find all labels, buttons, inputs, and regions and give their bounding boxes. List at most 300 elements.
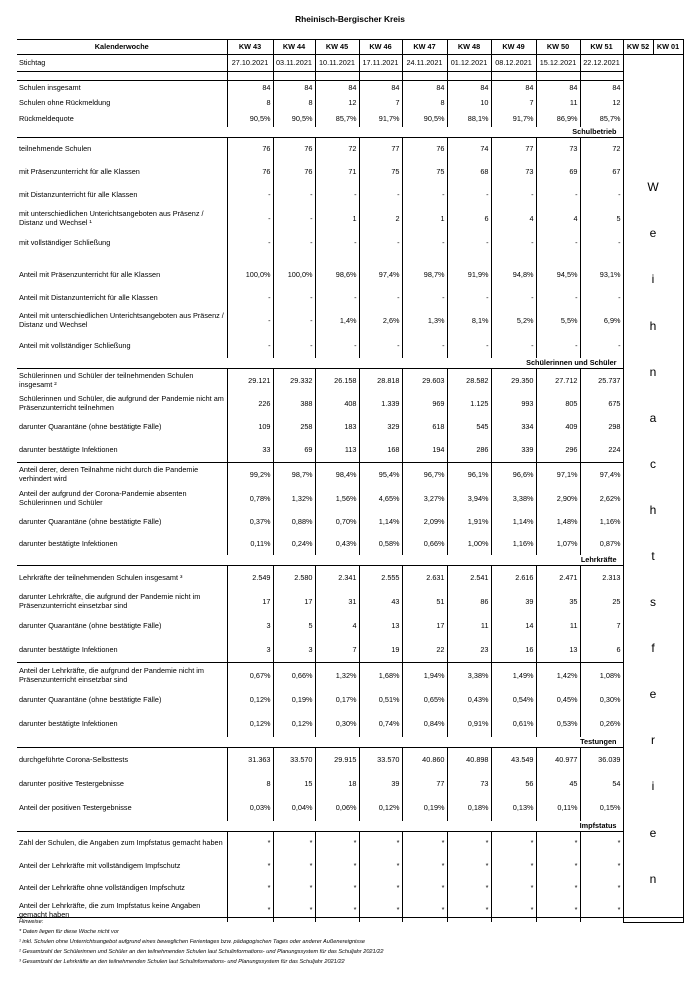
- cell-value: 40.860: [402, 748, 447, 773]
- cell-value: 0,24%: [273, 533, 315, 555]
- cell-value: *: [447, 877, 491, 899]
- cell-value: -: [227, 308, 273, 334]
- table-row: [17, 262, 683, 288]
- cell-value: 29.121: [227, 369, 273, 394]
- footnote: ³ Gesamtzahl der Lehrkräfte an den teilnehmenden Schulen laut Schulinformations- und Planungssystem für das Schuljahr 2021/22: [19, 959, 345, 965]
- cell-value: 29.350: [491, 369, 536, 394]
- row-label: darunter Quarantäne (ohne bestätigte Fälle): [17, 614, 227, 638]
- cell-value: 29.332: [273, 369, 315, 394]
- cell-value: 98,6%: [315, 262, 359, 288]
- holiday-letter: i: [651, 272, 655, 287]
- cell-value: *: [227, 877, 273, 899]
- cell-value: *: [580, 899, 623, 922]
- cell-value: 296: [536, 439, 580, 463]
- table-row: [17, 111, 683, 127]
- cell-value: -: [536, 184, 580, 206]
- cell-value: 28.582: [447, 369, 491, 394]
- cell-value: 2.616: [491, 566, 536, 591]
- cell-value: 13: [359, 614, 402, 638]
- table-row: [17, 138, 683, 162]
- cell-value: 334: [491, 415, 536, 439]
- row-label: Anteil mit unterschiedlichen Unterichtsangeboten aus Präsenz / Distanz und Wechsel: [17, 308, 227, 334]
- header-label: Kalenderwoche: [17, 40, 227, 55]
- cell-value: -: [315, 334, 359, 358]
- cell-value: 27.10.2021: [227, 55, 273, 72]
- cell-value: 23: [447, 638, 491, 663]
- cell-value: -: [315, 184, 359, 206]
- cell-value: 91,7%: [491, 111, 536, 127]
- table-row: [17, 95, 683, 111]
- table-row: [17, 772, 683, 796]
- holiday-letter: s: [650, 595, 656, 610]
- cell-value: 39: [359, 772, 402, 796]
- cell-value: 5: [273, 614, 315, 638]
- cell-value: 25.737: [580, 369, 623, 394]
- row-label: Stichtag: [17, 55, 227, 72]
- week-header: KW 50: [536, 40, 580, 55]
- cell-value: 76: [273, 161, 315, 184]
- cell-value: 17: [273, 590, 315, 614]
- cell-value: -: [447, 288, 491, 308]
- cell-value: 298: [580, 415, 623, 439]
- section-header-row: [17, 737, 683, 748]
- row-label: Anteil der Lehrkräfte ohne vollständigen Impfschutz: [17, 877, 227, 899]
- cell-value: 84: [580, 81, 623, 96]
- cell-value: 12: [315, 95, 359, 111]
- cell-value: 1,14%: [491, 511, 536, 533]
- cell-value: *: [491, 832, 536, 856]
- cell-value: 0,18%: [447, 796, 491, 821]
- cell-value: 95,4%: [359, 463, 402, 488]
- cell-value: 2.631: [402, 566, 447, 591]
- cell-value: 4: [491, 206, 536, 232]
- cell-value: *: [227, 855, 273, 877]
- cell-value: *: [315, 855, 359, 877]
- cell-value: *: [536, 877, 580, 899]
- table-row: [17, 590, 683, 614]
- cell-value: 29.603: [402, 369, 447, 394]
- cell-value: 08.12.2021: [491, 55, 536, 72]
- holiday-letter: h: [649, 502, 657, 517]
- cell-value: 15.12.2021: [536, 55, 580, 72]
- cell-value: 71: [315, 161, 359, 184]
- row-label: Schulen insgesamt: [17, 81, 227, 96]
- row-label: Anteil mit vollständiger Schließung: [17, 334, 227, 358]
- row-label: Anteil der aufgrund der Corona-Pandemie absenten Schülerinnen und Schüler: [17, 487, 227, 511]
- cell-value: -: [359, 334, 402, 358]
- cell-value: 12: [580, 95, 623, 111]
- cell-value: 72: [580, 138, 623, 162]
- cell-value: 0,19%: [402, 796, 447, 821]
- cell-value: 1,32%: [315, 663, 359, 690]
- cell-value: 76: [273, 138, 315, 162]
- cell-value: 84: [491, 81, 536, 96]
- cell-value: 0,30%: [315, 712, 359, 737]
- cell-value: 7: [315, 638, 359, 663]
- cell-value: *: [491, 877, 536, 899]
- week-header: KW 47: [402, 40, 447, 55]
- row-label: darunter bestätigte Infektionen: [17, 638, 227, 663]
- cell-value: 25: [580, 590, 623, 614]
- holiday-letter: f: [651, 641, 655, 656]
- cell-value: 11: [447, 614, 491, 638]
- holiday-letter: h: [649, 318, 657, 333]
- table-body: [17, 55, 683, 923]
- holiday-letter: e: [649, 825, 657, 840]
- cell-value: 0,58%: [359, 533, 402, 555]
- cell-value: 18: [315, 772, 359, 796]
- cell-value: 4: [315, 614, 359, 638]
- cell-value: 35: [536, 590, 580, 614]
- cell-value: 11: [536, 614, 580, 638]
- row-label: durchgeführte Corona-Selbsttests: [17, 748, 227, 773]
- cell-value: 75: [402, 161, 447, 184]
- holiday-letter: t: [651, 549, 655, 563]
- cell-value: 7: [359, 95, 402, 111]
- cell-value: 1.125: [447, 393, 491, 415]
- week-header: KW 46: [359, 40, 402, 55]
- cell-value: 72: [315, 138, 359, 162]
- cell-value: 7: [491, 95, 536, 111]
- cell-value: 88,1%: [447, 111, 491, 127]
- cell-value: 8: [227, 95, 273, 111]
- cell-value: 19: [359, 638, 402, 663]
- cell-value: 0,74%: [359, 712, 402, 737]
- cell-value: 0,43%: [315, 533, 359, 555]
- row-label: mit unterschiedlichen Unterichtsangeboten aus Präsenz / Distanz und Wechsel ¹: [17, 206, 227, 232]
- table-row: [17, 81, 683, 96]
- cell-value: *: [580, 877, 623, 899]
- cell-value: *: [491, 899, 536, 922]
- cell-value: -: [580, 184, 623, 206]
- footnotes: [19, 917, 679, 967]
- cell-value: 1,16%: [491, 533, 536, 555]
- cell-value: -: [359, 288, 402, 308]
- cell-value: 96,1%: [447, 463, 491, 488]
- statistics-table: [17, 39, 684, 923]
- cell-value: 168: [359, 439, 402, 463]
- cell-value: 43.549: [491, 748, 536, 773]
- week-header: KW 49: [491, 40, 536, 55]
- cell-value: 0,51%: [359, 689, 402, 712]
- cell-value: 2,90%: [536, 487, 580, 511]
- cell-value: 4,65%: [359, 487, 402, 511]
- cell-value: -: [580, 334, 623, 358]
- cell-value: *: [315, 832, 359, 856]
- cell-value: 1,91%: [447, 511, 491, 533]
- section-header-row: [17, 821, 683, 832]
- cell-value: 96,7%: [402, 463, 447, 488]
- cell-value: 90,5%: [273, 111, 315, 127]
- cell-value: -: [273, 334, 315, 358]
- cell-value: 1,32%: [273, 487, 315, 511]
- cell-value: 1,4%: [315, 308, 359, 334]
- cell-value: *: [359, 855, 402, 877]
- cell-value: 0,11%: [536, 796, 580, 821]
- section-header-row: [17, 358, 683, 369]
- cell-value: 0,67%: [227, 663, 273, 690]
- cell-value: 67: [580, 161, 623, 184]
- table-row: [17, 855, 683, 877]
- cell-value: *: [447, 832, 491, 856]
- cell-value: *: [402, 899, 447, 922]
- cell-value: 0,17%: [315, 689, 359, 712]
- table-row: [17, 566, 683, 591]
- cell-value: 28.818: [359, 369, 402, 394]
- cell-value: 0,66%: [402, 533, 447, 555]
- week-header: KW 43: [227, 40, 273, 55]
- row-label: Anteil der Lehrkräfte, die zum Impfstatus keine Angaben gemacht haben: [17, 899, 227, 922]
- cell-value: 36.039: [580, 748, 623, 773]
- cell-value: *: [580, 832, 623, 856]
- cell-value: 84: [315, 81, 359, 96]
- cell-value: 0,61%: [491, 712, 536, 737]
- cell-value: 0,53%: [536, 712, 580, 737]
- cell-value: -: [273, 308, 315, 334]
- cell-value: 97,4%: [580, 463, 623, 488]
- cell-value: -: [447, 334, 491, 358]
- cell-value: -: [580, 288, 623, 308]
- cell-value: 0,12%: [359, 796, 402, 821]
- cell-value: -: [273, 184, 315, 206]
- table-row: [17, 232, 683, 254]
- cell-value: 183: [315, 415, 359, 439]
- cell-value: 1,56%: [315, 487, 359, 511]
- cell-value: 6: [580, 638, 623, 663]
- cell-value: 1,49%: [491, 663, 536, 690]
- row-label: darunter positive Testergebnisse: [17, 772, 227, 796]
- holiday-letter: W: [647, 180, 659, 195]
- cell-value: *: [227, 832, 273, 856]
- cell-value: 1,48%: [536, 511, 580, 533]
- cell-value: 33.570: [359, 748, 402, 773]
- cell-value: 99,2%: [227, 463, 273, 488]
- week-header: KW 48: [447, 40, 491, 55]
- cell-value: 3: [273, 638, 315, 663]
- cell-value: 8: [402, 95, 447, 111]
- row-label: Schulen ohne Rückmeldung: [17, 95, 227, 111]
- section-title: Testungen: [17, 737, 623, 748]
- cell-value: 2.313: [580, 566, 623, 591]
- cell-value: 56: [491, 772, 536, 796]
- cell-value: 0,45%: [536, 689, 580, 712]
- cell-value: 77: [402, 772, 447, 796]
- table-row: [17, 161, 683, 184]
- cell-value: 0,26%: [580, 712, 623, 737]
- table-row: [17, 334, 683, 358]
- cell-value: 2.555: [359, 566, 402, 591]
- cell-value: -: [491, 184, 536, 206]
- cell-value: 94,8%: [491, 262, 536, 288]
- cell-value: 15: [273, 772, 315, 796]
- footnote: ² Gesamtzahl der Schülerinnen und Schüler an den teilnehmenden Schulen laut Schulinformations- und Planungssystem für das Schuljahr 2021/22: [19, 949, 384, 955]
- cell-value: 4: [536, 206, 580, 232]
- cell-value: -: [447, 184, 491, 206]
- cell-value: 1,00%: [447, 533, 491, 555]
- cell-value: 85,7%: [315, 111, 359, 127]
- cell-value: 0,65%: [402, 689, 447, 712]
- table-row: [17, 393, 683, 415]
- header-row: [17, 40, 683, 55]
- cell-value: 0,78%: [227, 487, 273, 511]
- cell-value: 0,03%: [227, 796, 273, 821]
- cell-value: 339: [491, 439, 536, 463]
- cell-value: 224: [580, 439, 623, 463]
- cell-value: 109: [227, 415, 273, 439]
- cell-value: 1,68%: [359, 663, 402, 690]
- cell-value: 2,09%: [402, 511, 447, 533]
- cell-value: -: [402, 288, 447, 308]
- cell-value: 0,91%: [447, 712, 491, 737]
- cell-value: 0,43%: [447, 689, 491, 712]
- cell-value: 10: [447, 95, 491, 111]
- cell-value: 3: [227, 638, 273, 663]
- holiday-letter: a: [649, 410, 657, 425]
- cell-value: 85,7%: [580, 111, 623, 127]
- cell-value: 77: [491, 138, 536, 162]
- cell-value: 329: [359, 415, 402, 439]
- cell-value: 69: [273, 439, 315, 463]
- cell-value: 3: [227, 614, 273, 638]
- cell-value: 74: [447, 138, 491, 162]
- cell-value: 13: [536, 638, 580, 663]
- cell-value: 2,62%: [580, 487, 623, 511]
- holiday-letter: c: [650, 456, 656, 471]
- cell-value: 40.977: [536, 748, 580, 773]
- cell-value: 03.11.2021: [273, 55, 315, 72]
- cell-value: 69: [536, 161, 580, 184]
- cell-value: 388: [273, 393, 315, 415]
- cell-value: 84: [536, 81, 580, 96]
- cell-value: *: [536, 899, 580, 922]
- cell-value: 6,9%: [580, 308, 623, 334]
- holiday-letter: e: [649, 687, 657, 702]
- cell-value: 16: [491, 638, 536, 663]
- cell-value: -: [447, 232, 491, 254]
- cell-value: 100,0%: [227, 262, 273, 288]
- cell-value: 0,12%: [273, 712, 315, 737]
- cell-value: 0,70%: [315, 511, 359, 533]
- cell-value: 45: [536, 772, 580, 796]
- cell-value: -: [536, 334, 580, 358]
- cell-value: 5: [580, 206, 623, 232]
- cell-value: *: [273, 877, 315, 899]
- row-label: darunter bestätigte Infektionen: [17, 439, 227, 463]
- table-row: [17, 796, 683, 821]
- cell-value: 3,27%: [402, 487, 447, 511]
- cell-value: 0,12%: [227, 689, 273, 712]
- cell-value: 5,5%: [536, 308, 580, 334]
- row-label: darunter bestätigte Infektionen: [17, 533, 227, 555]
- cell-value: 7: [580, 614, 623, 638]
- cell-value: 33: [227, 439, 273, 463]
- cell-value: 22: [402, 638, 447, 663]
- cell-value: 31.363: [227, 748, 273, 773]
- cell-value: 408: [315, 393, 359, 415]
- cell-value: 113: [315, 439, 359, 463]
- cell-value: -: [227, 232, 273, 254]
- cell-value: 73: [491, 161, 536, 184]
- row-label: Lehrkräfte der teilnehmenden Schulen insgesamt ³: [17, 566, 227, 591]
- cell-value: *: [536, 855, 580, 877]
- cell-value: 76: [227, 138, 273, 162]
- cell-value: *: [536, 832, 580, 856]
- cell-value: 86,9%: [536, 111, 580, 127]
- cell-value: *: [402, 832, 447, 856]
- cell-value: 98,7%: [402, 262, 447, 288]
- table-row: [17, 638, 683, 663]
- cell-value: 0,54%: [491, 689, 536, 712]
- row-label: darunter bestätigte Infektionen: [17, 712, 227, 737]
- footnotes-heading: Hinweise:: [19, 919, 44, 925]
- cell-value: -: [227, 206, 273, 232]
- cell-value: 17.11.2021: [359, 55, 402, 72]
- holiday-letter: n: [649, 871, 657, 886]
- week-header: KW 51: [580, 40, 623, 55]
- cell-value: 3,38%: [491, 487, 536, 511]
- table-row: [17, 689, 683, 712]
- cell-value: 6: [447, 206, 491, 232]
- cell-value: -: [536, 232, 580, 254]
- cell-value: 0,12%: [227, 712, 273, 737]
- cell-value: 76: [402, 138, 447, 162]
- row-label: Anteil der Lehrkräfte mit vollständigem Impfschutz: [17, 855, 227, 877]
- cell-value: 3,94%: [447, 487, 491, 511]
- row-label: mit vollständiger Schließung: [17, 232, 227, 254]
- table-row: [17, 369, 683, 394]
- cell-value: 0,84%: [402, 712, 447, 737]
- week-header: KW 44: [273, 40, 315, 55]
- table-row: [17, 55, 683, 72]
- cell-value: 84: [447, 81, 491, 96]
- cell-value: 91,9%: [447, 262, 491, 288]
- cell-value: 1.339: [359, 393, 402, 415]
- cell-value: 27.712: [536, 369, 580, 394]
- cell-value: 90,5%: [402, 111, 447, 127]
- cell-value: *: [273, 832, 315, 856]
- cell-value: 29.915: [315, 748, 359, 773]
- table-row: [17, 288, 683, 308]
- cell-value: 31: [315, 590, 359, 614]
- row-label: Anteil der positiven Testergebnisse: [17, 796, 227, 821]
- cell-value: -: [359, 232, 402, 254]
- cell-value: 98,4%: [315, 463, 359, 488]
- vertical-holiday-label: [626, 93, 681, 886]
- cell-value: 84: [227, 81, 273, 96]
- cell-value: 2.580: [273, 566, 315, 591]
- cell-value: 409: [536, 415, 580, 439]
- cell-value: 51: [402, 590, 447, 614]
- cell-value: *: [315, 899, 359, 922]
- table-row: [17, 415, 683, 439]
- cell-value: 98,7%: [273, 463, 315, 488]
- cell-value: *: [227, 899, 273, 922]
- cell-value: -: [227, 334, 273, 358]
- cell-value: -: [227, 288, 273, 308]
- cell-value: 1,94%: [402, 663, 447, 690]
- cell-value: *: [580, 855, 623, 877]
- cell-value: 33.570: [273, 748, 315, 773]
- week-header: KW 01: [653, 40, 683, 55]
- section-title: Lehrkräfte: [17, 555, 623, 566]
- cell-value: *: [447, 899, 491, 922]
- cell-value: 545: [447, 415, 491, 439]
- cell-value: -: [273, 288, 315, 308]
- page-title: Rheinisch-Bergischer Kreis: [295, 14, 405, 24]
- cell-value: 0,37%: [227, 511, 273, 533]
- holiday-letter: r: [651, 733, 655, 748]
- cell-value: -: [536, 288, 580, 308]
